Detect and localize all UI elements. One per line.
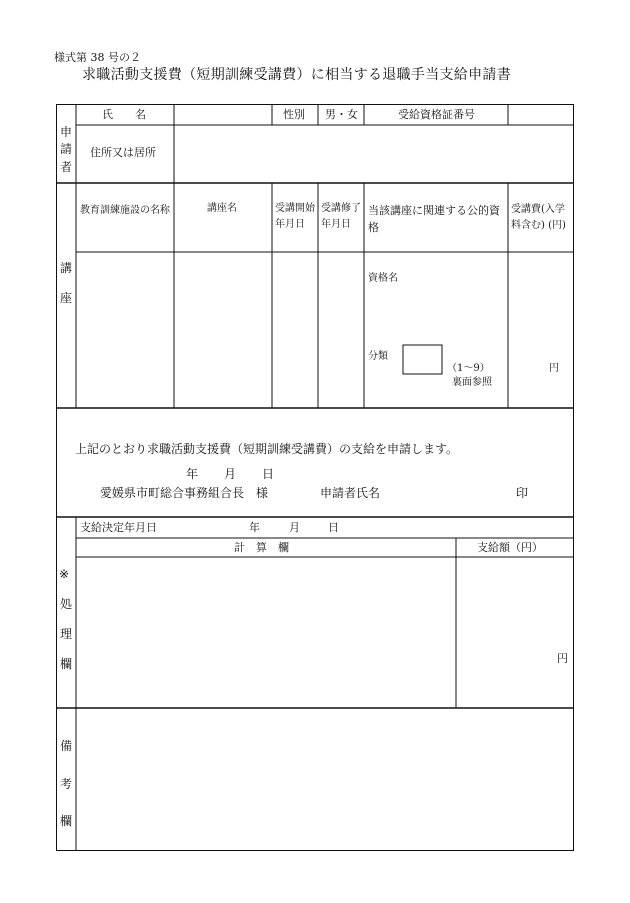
course-label-2: 座 — [60, 291, 73, 305]
end-date-field[interactable] — [318, 252, 364, 408]
calc-header: 計 算 欄 — [234, 541, 289, 554]
address-label: 住所又は居所 — [90, 146, 156, 159]
cert-number-label: 受給資格証番号 — [398, 108, 475, 121]
name-label: 氏 名 — [102, 108, 146, 121]
end-date-header: 受講修了 年月日 — [321, 203, 361, 230]
amount-yen-unit: 円 — [557, 652, 568, 665]
decision-day: 日 — [328, 521, 339, 534]
processing-label-3: 理 — [60, 627, 73, 641]
category-field[interactable] — [403, 345, 442, 374]
decision-month: 月 — [289, 521, 300, 534]
sex-selector[interactable]: 男・女 — [325, 108, 358, 121]
declaration-statement: 上記のとおり求職活動支援費（短期訓練受講費）の支給を申請します。 — [75, 442, 459, 456]
remarks-field[interactable] — [76, 708, 574, 851]
applicant-name-field[interactable] — [390, 482, 510, 504]
form-title: 求職活動支援費（短期訓練受講費）に相当する退職手当支給申請書 — [82, 67, 511, 83]
course-name-field[interactable] — [174, 252, 272, 408]
facility-header: 教育訓練施設の名称 — [80, 205, 170, 216]
decision-year: 年 — [249, 521, 260, 534]
remarks-label-1: 備 — [60, 739, 73, 753]
remarks-label-2: 考 — [60, 777, 73, 791]
declaration-day: 日 — [262, 467, 275, 481]
start-date-header: 受講開始 年月日 — [275, 203, 315, 230]
remarks-label-3: 欄 — [60, 814, 73, 828]
qualification-name-label: 資格名 — [368, 273, 398, 284]
declaration-month: 月 — [224, 467, 237, 481]
form-number: 様式第 38 号の２ — [54, 51, 141, 64]
sex-label: 性別 — [283, 108, 305, 121]
qualification-header: 当該講座に関連する公的資格 — [368, 204, 500, 235]
start-date-field[interactable] — [272, 252, 318, 408]
category-range: （1～9） — [447, 363, 490, 374]
amount-header: 支給額（円） — [477, 541, 543, 554]
name-field[interactable] — [174, 104, 272, 125]
amount-field[interactable] — [456, 557, 574, 708]
fee-yen-unit: 円 — [549, 363, 559, 374]
category-note: 裏面参照 — [452, 377, 492, 388]
processing-label-2: 処 — [60, 597, 73, 611]
processing-label-4: 欄 — [60, 657, 73, 671]
cert-number-field[interactable] — [508, 104, 574, 125]
addressee: 愛媛県市町総合事務組合長 様 — [100, 486, 269, 500]
address-field[interactable] — [174, 125, 574, 183]
facility-field[interactable] — [76, 252, 174, 408]
course-name-header: 講座名 — [207, 203, 237, 214]
applicant-section-label: 申 請 者 — [60, 125, 73, 174]
fee-field[interactable] — [508, 252, 574, 408]
declaration-year: 年 — [186, 467, 199, 481]
course-label-1: 講 — [60, 261, 73, 275]
seal-mark: 印 — [516, 486, 529, 500]
decision-date-label: 支給決定年月日 — [80, 521, 157, 534]
category-label: 分類 — [368, 351, 388, 362]
processing-label-1: ※ — [59, 567, 70, 581]
applicant-name-label: 申請者氏名 — [320, 486, 381, 500]
fee-header: 受講費(入学料含む) (円) — [511, 204, 566, 231]
calc-area[interactable] — [76, 557, 456, 708]
